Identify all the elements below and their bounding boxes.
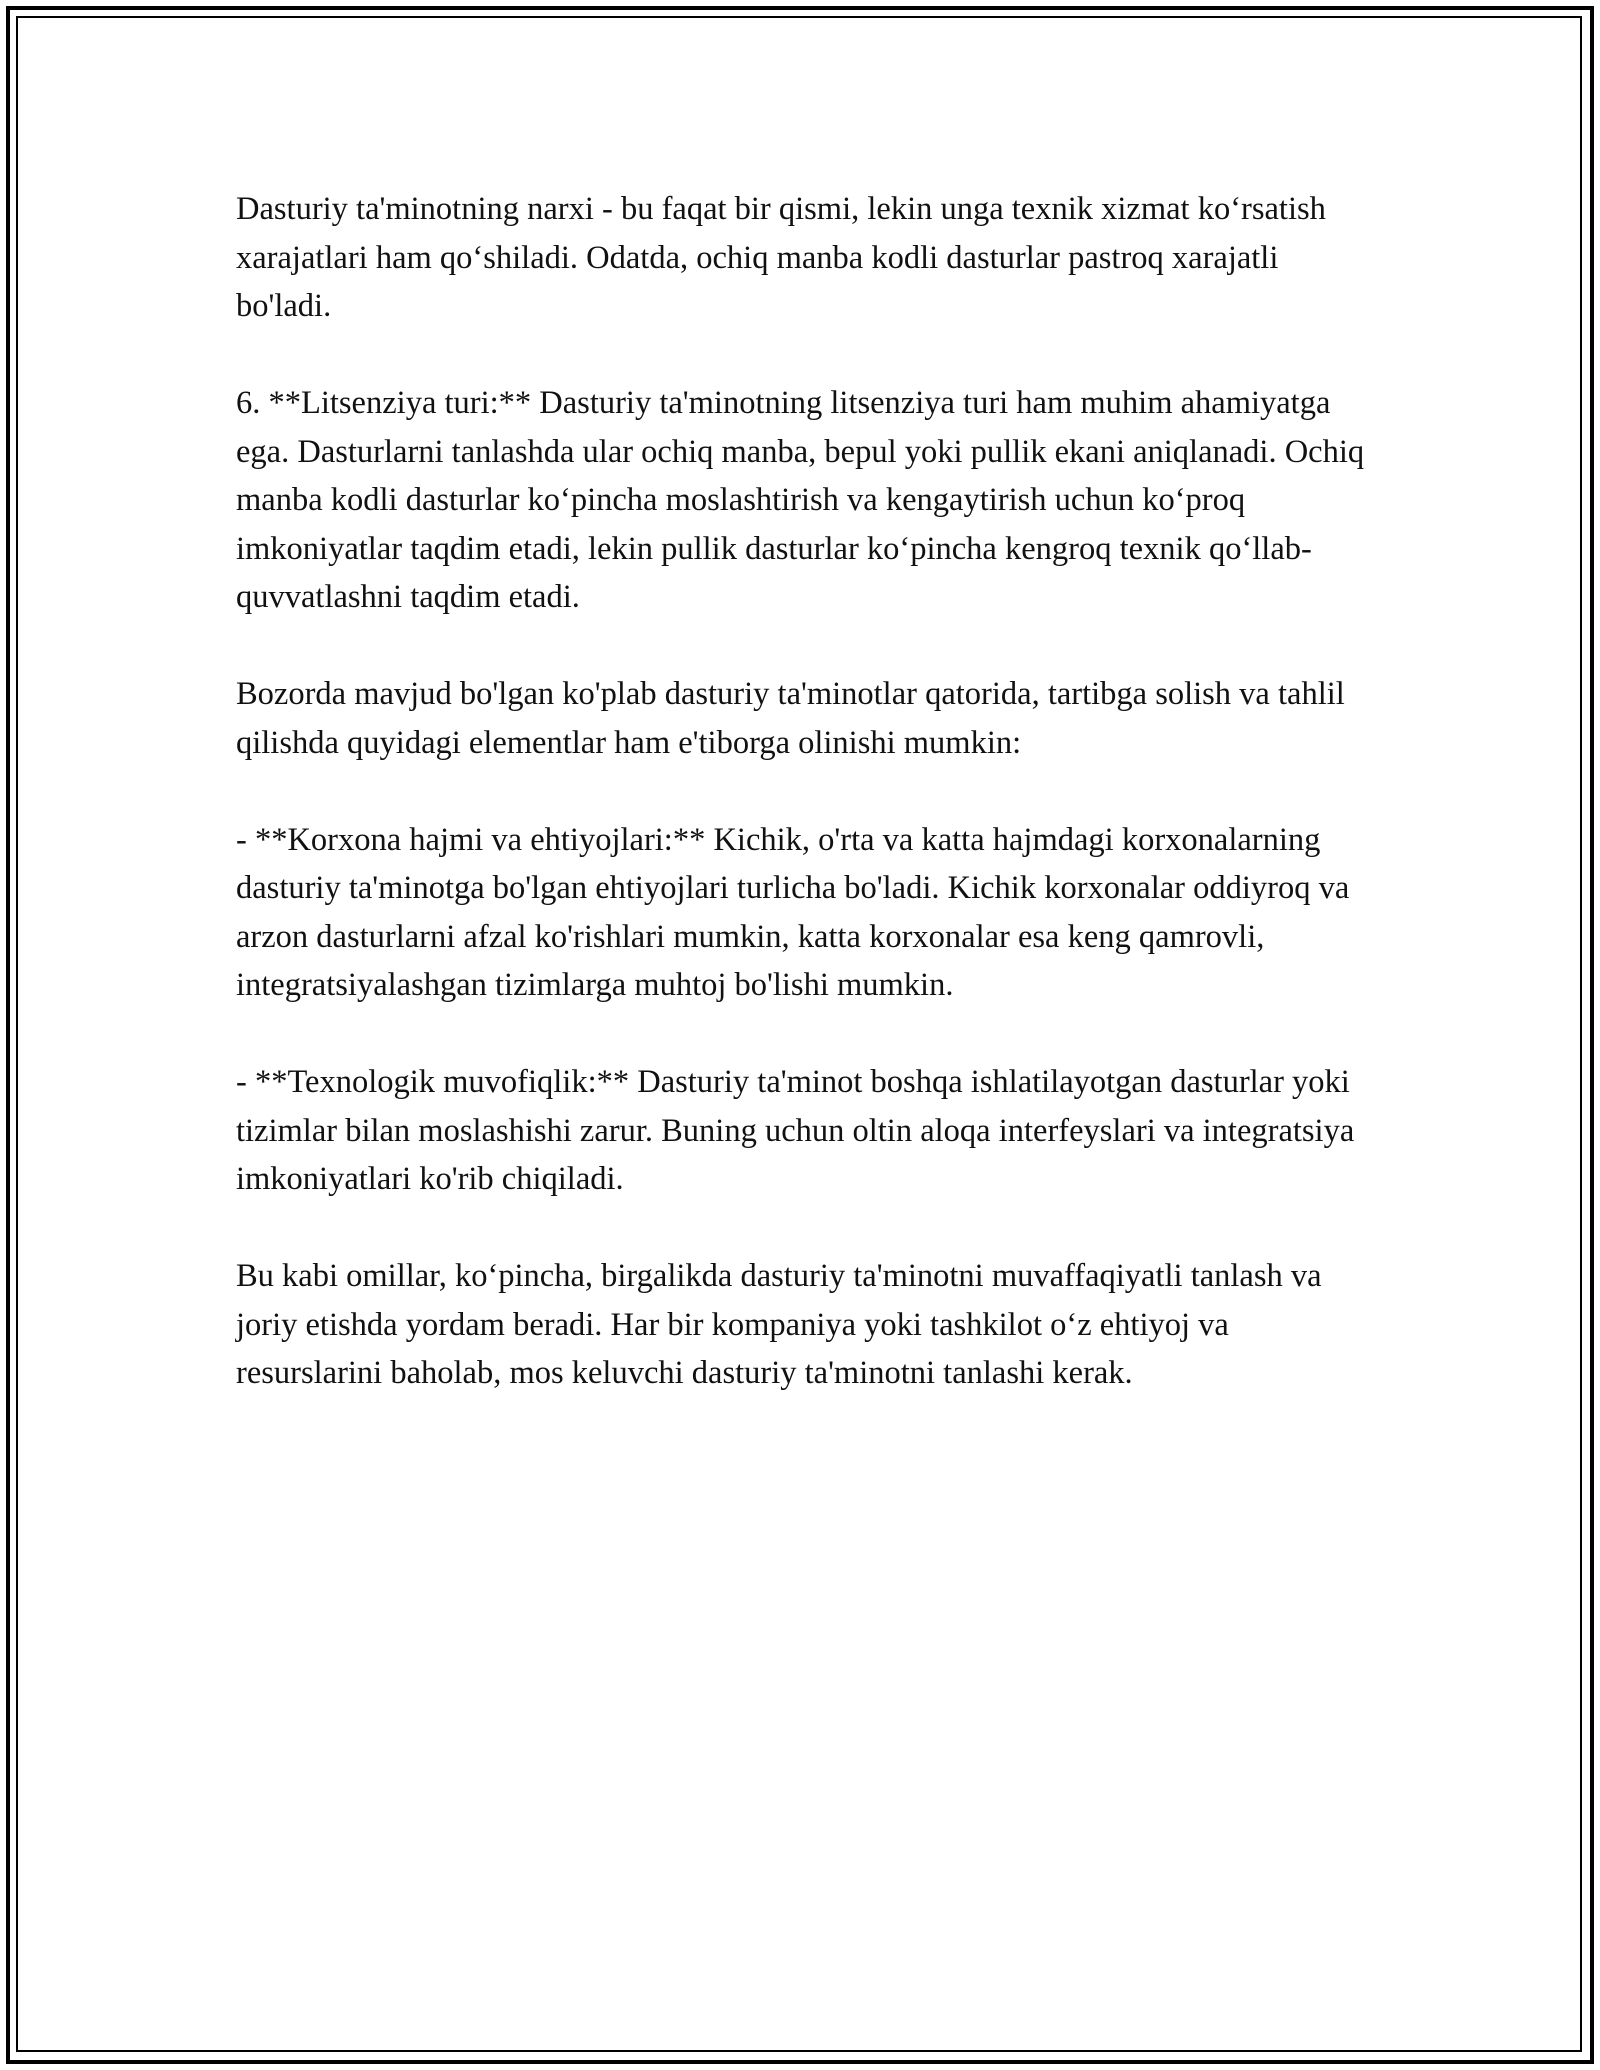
paragraph-tech-compatibility: - **Texnologik muvofiqlik:** Dasturiy ta'minot boshqa ishlatilayotgan dasturlar yoki tizimlar bilan moslashishi zarur. Buning uchun oltin aloqa interfeyslari va integratsiya imkoniyatlari ko'rib chiqiladi. xyxy=(236,1064,1363,1197)
paragraph-cost: Dasturiy ta'minotning narxi - bu faqat bir qismi, lekin unga texnik xizmat ko‘rsatish xarajatlari ham qo‘shiladi. Odatda, ochiq manba kodli dasturlar pastroq xarajatli bo'ladi. xyxy=(236,191,1335,324)
paragraph-market-intro: Bozorda mavjud bo'lgan ko'plab dasturiy ta'minotlar qatorida, tartibga solish va tahlil qilishda quyidagi elementlar ham e'tiborga olinishi mumkin: xyxy=(236,676,1353,761)
paragraph-license-type: 6. **Litsenziya turi:** Dasturiy ta'minotning litsenziya turi ham muhim ahamiyatga ega. Dasturlarni tanlashda ular ochiq manba, bepul yoki pullik ekani aniqlanadi. Ochiq manba kodli dasturlar ko‘pincha moslashtirish va kengaytirish uchun ko‘proq imkoniyatlar taqdim etadi, lekin pullik dasturlar ko‘pincha kengroq texnik qo‘llab-quvvatlashni taqdim etadi. xyxy=(236,385,1373,615)
paragraph-conclusion: Bu kabi omillar, ko‘pincha, birgalikda dasturiy ta'minotni muvaffaqiyatli tanlash va joriy etishda yordam beradi. Har bir kompaniya yoki tashkilot o‘z ehtiyoj va resurslarini baholab, mos keluvchi dasturiy ta'minotni tanlashi kerak. xyxy=(236,1258,1330,1391)
document-body xyxy=(236,185,1376,1446)
paragraph-enterprise-size: - **Korxona hajmi va ehtiyojlari:** Kichik, o'rta va katta hajmdagi korxonalarning dasturiy ta'minotga bo'lgan ehtiyojlari turlicha bo'ladi. Kichik korxonalar oddiyroq va arzon dasturlarni afzal ko'rishlari mumkin, katta korxonalar esa keng qamrovli, integratsiyalashgan tizimlarga muhtoj bo'lishi mumkin. xyxy=(236,821,1358,1003)
